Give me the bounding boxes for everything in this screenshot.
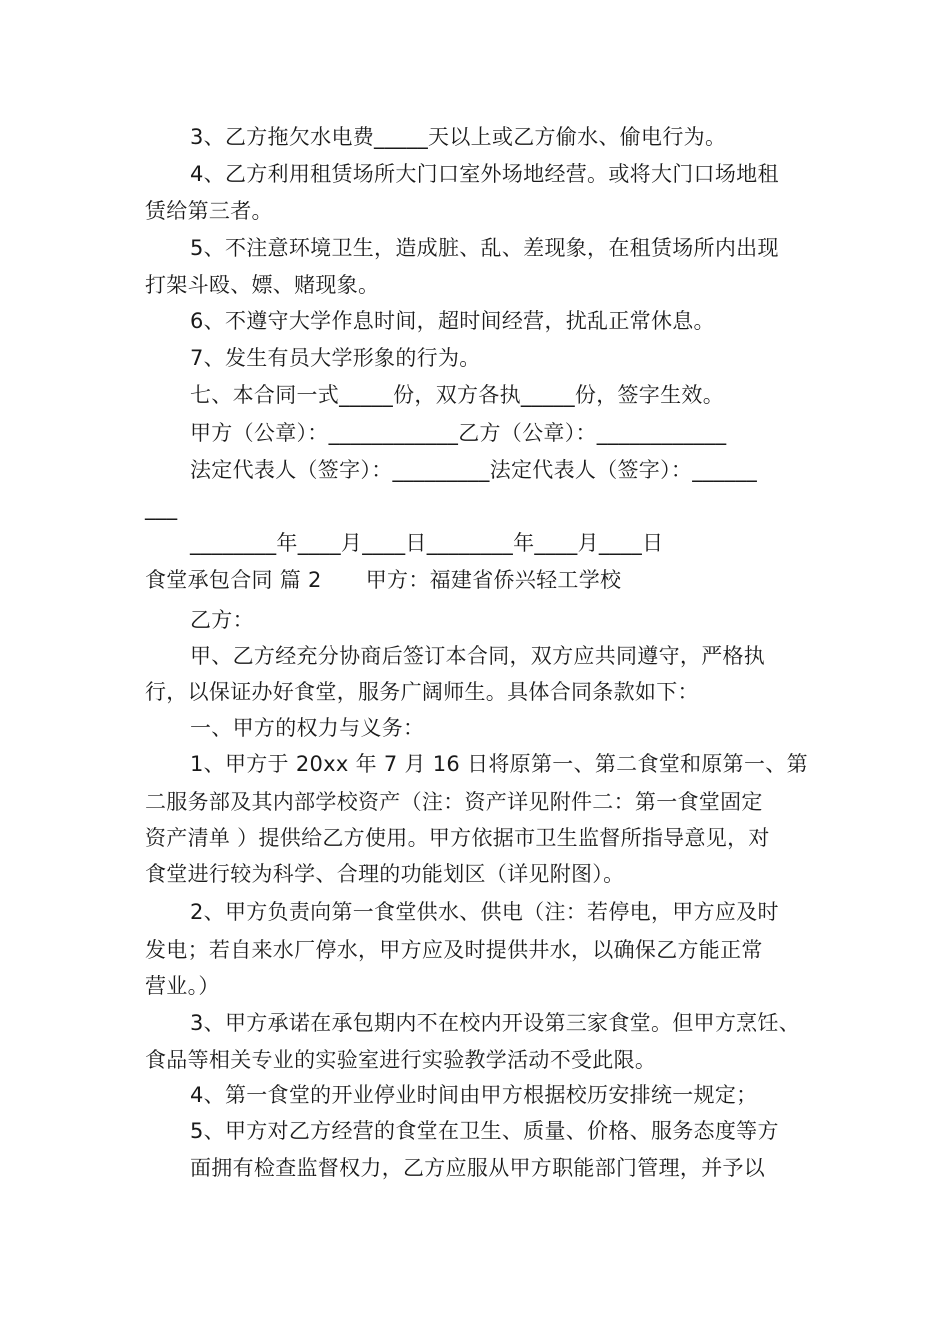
paragraph-line: 资产清单 ）提供给乙方使用。甲方依据市卫生监督所指导意见，对: [145, 826, 770, 850]
paragraph-line: 甲、乙方经充分协商后签订本合同，双方应共同遵守，严格执: [190, 644, 766, 668]
paragraph-line: 面拥有检查监督权力，乙方应服从甲方职能部门管理，并予以: [190, 1156, 766, 1180]
paragraph-line: 3、乙方拖欠水电费_____天以上或乙方偷水、偷电行为。: [190, 125, 727, 149]
section-heading: [145, 565, 621, 595]
paragraph-line: 4、乙方利用租赁场所大门口室外场地经营。或将大门口场地租: [190, 162, 779, 186]
paragraph-line: 2、甲方负责向第一食堂供水、供电（注：若停电，甲方应及时: [190, 900, 779, 924]
paragraph-line: 营业。）: [145, 974, 220, 998]
paragraph-line: 5、不注意环境卫生，造成脏、乱、差现象，在租赁场所内出现: [190, 236, 779, 260]
paragraph-line: 6、不遵守大学作息时间，超时间经营，扰乱正常休息。: [190, 309, 715, 333]
paragraph-line: 5、甲方对乙方经营的食堂在卫生、质量、价格、服务态度等方: [190, 1119, 779, 1143]
signature-seal-line: 甲方（公章）：____________乙方（公章）：____________: [190, 421, 727, 445]
paragraph-line: 打架斗殴、嫖、赌现象。: [145, 273, 380, 297]
paragraph-line: 二服务部及其内部学校资产（注：资产详见附件二：第一食堂固定: [145, 790, 763, 814]
signature-representative-continuation: ___: [145, 496, 178, 520]
paragraph-line: 发电；若自来水厂停水，甲方应及时提供井水，以确保乙方能正常: [145, 938, 763, 962]
paragraph-line: 食堂进行较为科学、合理的功能划区（详见附图）。: [145, 862, 625, 886]
signature-date-line: ________年____月____日________年____月____日: [190, 531, 664, 555]
signature-representative-line: 法定代表人（签字）：_________法定代表人（签字）：______: [190, 458, 757, 482]
paragraph-line: 7、发生有员大学形象的行为。: [190, 346, 481, 370]
paragraph-line: 4、第一食堂的开业停业时间由甲方根据校历安排统一规定；: [190, 1083, 758, 1107]
paragraph-line: 行，以保证办好食堂，服务广阔师生。具体合同条款如下：: [145, 680, 699, 704]
section-title: 食堂承包合同 篇 2: [145, 568, 322, 592]
paragraph-line: 1、甲方于 20xx 年 7 月 16 日将原第一、第二食堂和原第一、第: [190, 752, 808, 776]
paragraph-line: 3、甲方承诺在承包期内不在校内开设第三家食堂。但甲方烹饪、: [190, 1011, 801, 1035]
party-b-line: 乙方：: [190, 608, 254, 632]
paragraph-line: 赁给第三者。: [145, 199, 273, 223]
copies-clause: 七、本合同一式_____份，双方各执_____份，签字生效。: [190, 383, 724, 407]
paragraph-line: 食品等相关专业的实验室进行实验教学活动不受此限。: [145, 1048, 657, 1072]
party-a-name: 甲方：福建省侨兴轻工学校: [365, 568, 622, 592]
clause-heading: 一、甲方的权力与义务：: [190, 716, 425, 740]
